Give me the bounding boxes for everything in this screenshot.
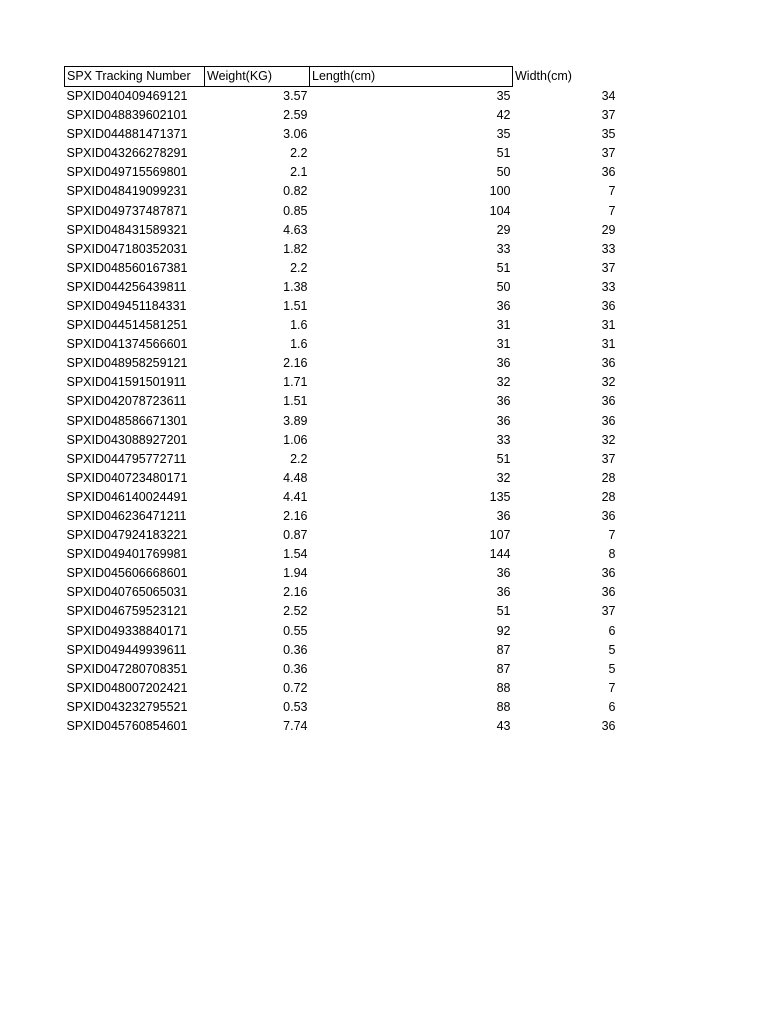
length-cell: 87 (496, 642, 511, 657)
tracking-number-cell: SPXID048007202421 (66, 680, 188, 695)
table-row (65, 431, 618, 450)
table-row (65, 622, 618, 641)
tracking-number-cell: SPXID049715569801 (66, 165, 188, 180)
length-cell: 36 (496, 585, 511, 600)
weight-cell: 2.1 (290, 165, 308, 180)
weight-cell: 0.85 (283, 203, 308, 218)
table-row (65, 335, 618, 354)
table-row (65, 316, 618, 335)
table-row (65, 660, 618, 679)
width-cell: 36 (601, 394, 616, 409)
weight-cell: 0.87 (283, 528, 308, 543)
table-body (65, 87, 618, 737)
width-cell: 5 (608, 661, 616, 676)
length-cell: 35 (496, 89, 511, 103)
length-cell: 29 (496, 222, 511, 237)
weight-cell: 0.55 (283, 623, 308, 638)
table-row (65, 144, 618, 163)
tracking-number-cell: SPXID048958259121 (66, 356, 188, 371)
table-row (65, 125, 618, 144)
weight-cell: 1.71 (283, 375, 308, 390)
width-cell: 36 (601, 165, 616, 180)
length-cell: 33 (496, 432, 511, 447)
weight-cell: 3.89 (283, 413, 308, 428)
table-row (65, 583, 618, 602)
length-cell: 50 (496, 279, 511, 294)
length-cell: 51 (496, 451, 511, 466)
length-cell: 135 (489, 489, 511, 504)
weight-cell: 2.16 (283, 509, 308, 524)
length-cell: 36 (496, 356, 511, 371)
table-row (65, 354, 618, 373)
tracking-number-cell: SPXID045606668601 (66, 566, 188, 581)
length-cell: 31 (496, 337, 511, 352)
tracking-number-cell: SPXID049401769981 (66, 547, 188, 562)
weight-cell: 0.82 (283, 184, 308, 199)
weight-cell: 4.63 (283, 222, 308, 237)
length-cell: 31 (496, 318, 511, 333)
length-cell: 87 (496, 661, 511, 676)
weight-cell: 2.16 (283, 585, 308, 600)
header-row (65, 67, 618, 87)
width-cell: 37 (601, 604, 616, 619)
header-weight: Weight(KG) (205, 67, 310, 87)
length-cell: 36 (496, 413, 511, 428)
tracking-number-cell: SPXID045760854601 (66, 719, 188, 734)
width-cell: 32 (601, 432, 616, 447)
weight-cell: 1.51 (283, 298, 308, 313)
length-cell: 51 (496, 260, 511, 275)
table-row (65, 641, 618, 660)
table-row (65, 469, 618, 488)
tracking-number-cell: SPXID048560167381 (66, 260, 188, 275)
tracking-number-cell: SPXID043088927201 (66, 432, 188, 447)
table-row (65, 106, 618, 125)
weight-cell: 1.6 (290, 337, 308, 352)
table-row (65, 679, 618, 698)
tracking-number-cell: SPXID046759523121 (66, 604, 188, 619)
weight-cell: 1.82 (283, 241, 308, 256)
width-cell: 35 (601, 127, 616, 142)
table-row (65, 450, 618, 469)
length-cell: 36 (496, 509, 511, 524)
table-row (65, 717, 618, 736)
table-row (65, 526, 618, 545)
tracking-number-cell: SPXID041591501911 (66, 375, 187, 390)
weight-cell: 1.38 (283, 279, 308, 294)
width-cell: 7 (608, 203, 616, 218)
width-cell: 37 (601, 108, 616, 123)
tracking-number-cell: SPXID048586671301 (66, 413, 188, 428)
weight-cell: 2.2 (290, 146, 308, 161)
width-cell: 36 (601, 356, 616, 371)
width-cell: 36 (601, 413, 616, 428)
width-cell: 37 (601, 260, 616, 275)
weight-cell: 0.53 (283, 699, 308, 714)
length-cell: 50 (496, 165, 511, 180)
weight-cell: 2.16 (283, 356, 308, 371)
tracking-number-cell: SPXID044881471371 (66, 127, 188, 142)
length-cell: 36 (496, 566, 511, 581)
table-header (65, 67, 618, 87)
header-width: Width(cm) (515, 69, 572, 83)
tracking-number-cell: SPXID042078723611 (66, 394, 187, 409)
table-row (65, 392, 618, 411)
tracking-number-cell: SPXID044795772711 (66, 451, 187, 466)
length-cell: 36 (496, 298, 511, 313)
width-cell: 37 (601, 451, 616, 466)
width-cell: 36 (601, 509, 616, 524)
width-cell: 36 (601, 585, 616, 600)
table-row (65, 278, 618, 297)
tracking-number-cell: SPXID049451184331 (66, 298, 187, 313)
weight-cell: 3.06 (283, 127, 308, 142)
weight-cell: 1.54 (283, 547, 308, 562)
length-cell: 32 (496, 375, 511, 390)
weight-cell: 4.48 (283, 470, 308, 485)
tracking-number-cell: SPXID048431589321 (66, 222, 188, 237)
table-row (65, 412, 618, 431)
tracking-number-cell: SPXID049737487871 (66, 203, 188, 218)
length-cell: 35 (496, 127, 511, 142)
weight-cell: 7.74 (283, 719, 308, 734)
length-cell: 32 (496, 470, 511, 485)
table-row (65, 698, 618, 717)
weight-cell: 3.57 (283, 89, 308, 103)
width-cell: 31 (601, 318, 616, 333)
width-cell: 29 (601, 222, 616, 237)
length-cell: 42 (496, 108, 511, 123)
table-row (65, 297, 618, 316)
table-row (65, 545, 618, 564)
weight-cell: 2.52 (283, 604, 308, 619)
tracking-number-cell: SPXID046140024491 (66, 489, 188, 504)
weight-cell: 0.72 (283, 680, 308, 695)
weight-cell: 0.36 (283, 642, 308, 657)
table-row (65, 87, 618, 107)
length-cell: 107 (489, 528, 511, 543)
weight-cell: 2.2 (290, 451, 308, 466)
tracking-number-cell: SPXID041374566601 (66, 337, 188, 352)
length-cell: 36 (496, 394, 511, 409)
width-cell: 28 (601, 470, 616, 485)
width-cell: 28 (601, 489, 616, 504)
weight-cell: 0.36 (283, 661, 308, 676)
tracking-number-cell: SPXID047280708351 (66, 661, 188, 676)
table-row (65, 182, 618, 201)
width-cell: 6 (608, 699, 616, 714)
tracking-number-cell: SPXID040765065031 (66, 585, 188, 600)
weight-cell: 4.41 (283, 489, 308, 504)
weight-cell: 1.06 (283, 432, 308, 447)
table-row (65, 221, 618, 240)
tracking-number-cell: SPXID049338840171 (66, 623, 188, 638)
tracking-number-cell: SPXID048419099231 (66, 184, 188, 199)
weight-cell: 1.6 (290, 318, 308, 333)
tracking-number-cell: SPXID049449939611 (66, 642, 187, 657)
tracking-number-cell: SPXID048839602101 (66, 108, 188, 123)
tracking-number-cell: SPXID040409469121 (66, 89, 188, 103)
length-cell: 104 (489, 203, 511, 218)
length-cell: 100 (489, 184, 511, 199)
width-cell: 31 (601, 337, 616, 352)
tracking-table (64, 66, 618, 736)
length-cell: 51 (496, 146, 511, 161)
table-row (65, 240, 618, 259)
tracking-number-cell: SPXID046236471211 (66, 509, 187, 524)
weight-cell: 2.2 (290, 260, 308, 275)
table-row (65, 201, 618, 220)
width-cell: 36 (601, 298, 616, 313)
width-cell: 7 (608, 528, 616, 543)
table-row (65, 488, 618, 507)
length-cell: 43 (496, 719, 511, 734)
width-cell: 36 (601, 719, 616, 734)
width-cell: 32 (601, 375, 616, 390)
length-cell: 88 (496, 680, 511, 695)
width-cell: 34 (601, 88, 616, 103)
tracking-number-cell: SPXID044256439811 (66, 279, 187, 294)
width-cell: 36 (601, 566, 616, 581)
table-row (65, 564, 618, 583)
tracking-number-cell: SPXID043232795521 (66, 699, 188, 714)
header-length: Length(cm) (310, 67, 513, 87)
table-row (65, 373, 618, 392)
weight-cell: 1.51 (283, 394, 308, 409)
table-row (65, 507, 618, 526)
length-cell: 51 (496, 604, 511, 619)
weight-cell: 1.94 (283, 566, 308, 581)
length-cell: 92 (496, 623, 511, 638)
table-row (65, 259, 618, 278)
length-cell: 144 (489, 547, 511, 562)
width-cell: 8 (608, 547, 616, 562)
width-cell: 5 (608, 642, 616, 657)
width-cell: 33 (601, 241, 616, 256)
weight-cell: 2.59 (283, 108, 308, 123)
length-cell: 33 (496, 241, 511, 256)
header-tracking-number: SPX Tracking Number (65, 67, 205, 87)
tracking-number-cell: SPXID043266278291 (66, 146, 188, 161)
table-row (65, 163, 618, 182)
tracking-number-cell: SPXID047180352031 (66, 241, 188, 256)
tracking-number-cell: SPXID040723480171 (66, 470, 188, 485)
width-cell: 7 (608, 680, 616, 695)
tracking-number-cell: SPXID047924183221 (66, 528, 188, 543)
width-cell: 33 (601, 279, 616, 294)
width-cell: 6 (608, 623, 616, 638)
width-cell: 37 (601, 146, 616, 161)
table-row (65, 602, 618, 621)
length-cell: 88 (496, 699, 511, 714)
tracking-number-cell: SPXID044514581251 (66, 318, 188, 333)
width-cell: 7 (608, 184, 616, 199)
